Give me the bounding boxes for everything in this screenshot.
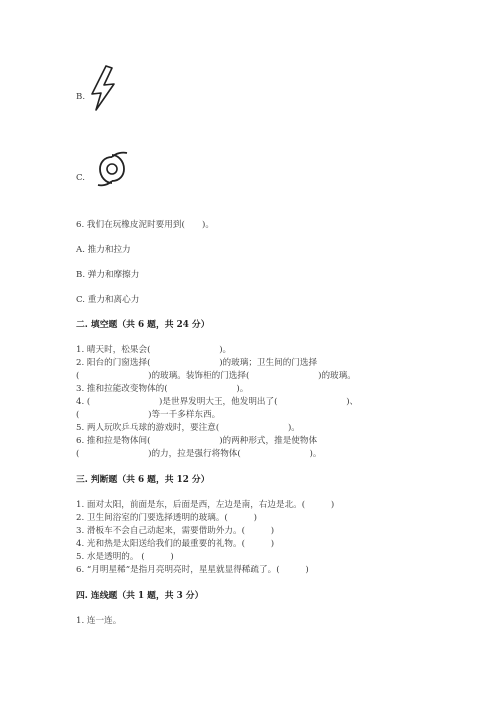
fill-blank-line: 1. 晴天时，松果会( )。 bbox=[76, 345, 232, 355]
fill-blank-line: 4. ( )是世界发明大王，他发明出了( )、 bbox=[76, 397, 359, 407]
fill-blank-line: ( )的力，拉是强行将物体( )。 bbox=[76, 449, 322, 459]
option-b-label: B. bbox=[76, 92, 86, 102]
question-6-option-c: C. 重力和离心力 bbox=[76, 295, 140, 305]
true-false-line: 6. “月明星稀”是指月亮明亮时，星星就显得稀疏了。( ) bbox=[76, 565, 309, 575]
question-6-option-b: B. 弹力和摩擦力 bbox=[76, 270, 140, 280]
typhoon-icon bbox=[96, 149, 130, 189]
true-false-line: 4. 光和热是太阳送给我们的最重要的礼物。( ) bbox=[76, 539, 275, 549]
section-matching-title: 四. 连线题（共 1 题，共 3 分） bbox=[76, 591, 204, 601]
lightning-icon bbox=[88, 64, 118, 112]
section-fill-blank-title: 二. 填空题（共 6 题，共 24 分） bbox=[76, 320, 210, 330]
fill-blank-line: ( )的玻璃。装饰柜的门选择( )的玻璃。 bbox=[76, 371, 356, 381]
fill-blank-line: 6. 推和拉是物体间( )的两种形式，推是使物体 bbox=[76, 436, 318, 446]
true-false-line: 3. 滑板车不会自己动起来，需要借助外力。( ) bbox=[76, 526, 275, 536]
true-false-line: 5. 水是透明的。 ( ) bbox=[76, 552, 174, 562]
true-false-line: 2. 卫生间浴室的门要选择透明的玻璃。( ) bbox=[76, 513, 257, 523]
fill-blank-line: ( )等一千多样东西。 bbox=[76, 410, 221, 420]
true-false-line: 1. 面对太阳，前面是东，后面是西，左边是南，右边是北。( ) bbox=[76, 500, 335, 510]
matching-line: 1. 连一连。 bbox=[76, 616, 122, 626]
option-c-label: C. bbox=[76, 173, 86, 183]
section-true-false-title: 三. 判断题（共 6 题，共 12 分） bbox=[76, 475, 210, 485]
fill-blank-line: 2. 阳台的门窗选择( )的玻璃；卫生间的门选择 bbox=[76, 358, 318, 368]
question-6-stem: 6. 我们在玩橡皮泥时要用到( )。 bbox=[76, 220, 214, 230]
fill-blank-line: 5. 两人玩吹乒乓球的游戏时，要注意( )。 bbox=[76, 423, 300, 433]
question-6-option-a: A. 推力和拉力 bbox=[76, 245, 131, 255]
fill-blank-line: 3. 推和拉能改变物体的( )。 bbox=[76, 384, 249, 394]
